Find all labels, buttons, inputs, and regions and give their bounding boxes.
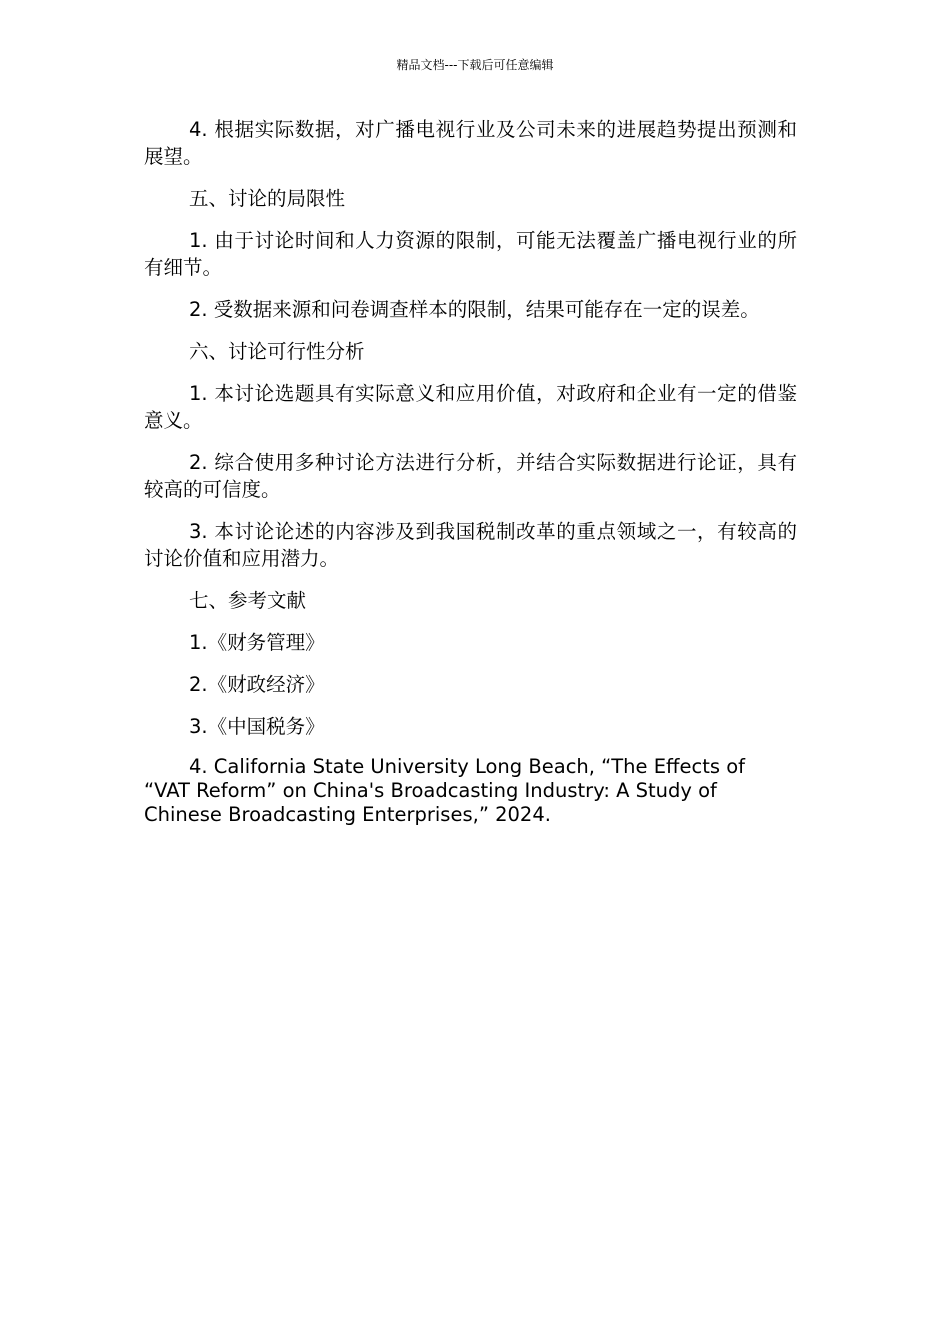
reference-item-1: 1.《财务管理》: [189, 631, 325, 654]
section-heading-limitations: 五、讨论的局限性: [189, 187, 346, 210]
reference-item-2: 2.《财政经济》: [189, 673, 325, 696]
section-heading-feasibility: 六、讨论可行性分析: [189, 340, 365, 363]
paragraph-feasibility-2: 2. 综合使用多种讨论方法进行分析，并结合实际数据进行论证，具有较高的可信度。: [144, 451, 797, 501]
page-header: 精品文档---下载后可任意编辑: [396, 58, 554, 72]
reference-item-4: 4. California State University Long Beach, “The Effects of “VAT Reform” on China's Broadcasting Industry: A Study of Chinese Broadcasting Enterprises,” 2024.: [144, 755, 746, 826]
paragraph-feasibility-1: 1. 本讨论选题具有实际意义和应用价值，对政府和企业有一定的借鉴意义。: [144, 382, 797, 432]
document-body: [144, 116, 797, 842]
paragraph-feasibility-3: 3. 本讨论论述的内容涉及到我国税制改革的重点领域之一，有较高的讨论价值和应用潜力。: [144, 520, 797, 570]
paragraph-forecast: 4. 根据实际数据，对广播电视行业及公司未来的进展趋势提出预测和展望。: [144, 118, 797, 168]
section-heading-references: 七、参考文献: [189, 589, 307, 612]
paragraph-limitation-2: 2. 受数据来源和问卷调查样本的限制，结果可能存在一定的误差。: [189, 298, 760, 321]
paragraph-limitation-1: 1. 由于讨论时间和人力资源的限制，可能无法覆盖广播电视行业的所有细节。: [144, 229, 797, 279]
reference-item-3: 3.《中国税务》: [189, 715, 325, 738]
